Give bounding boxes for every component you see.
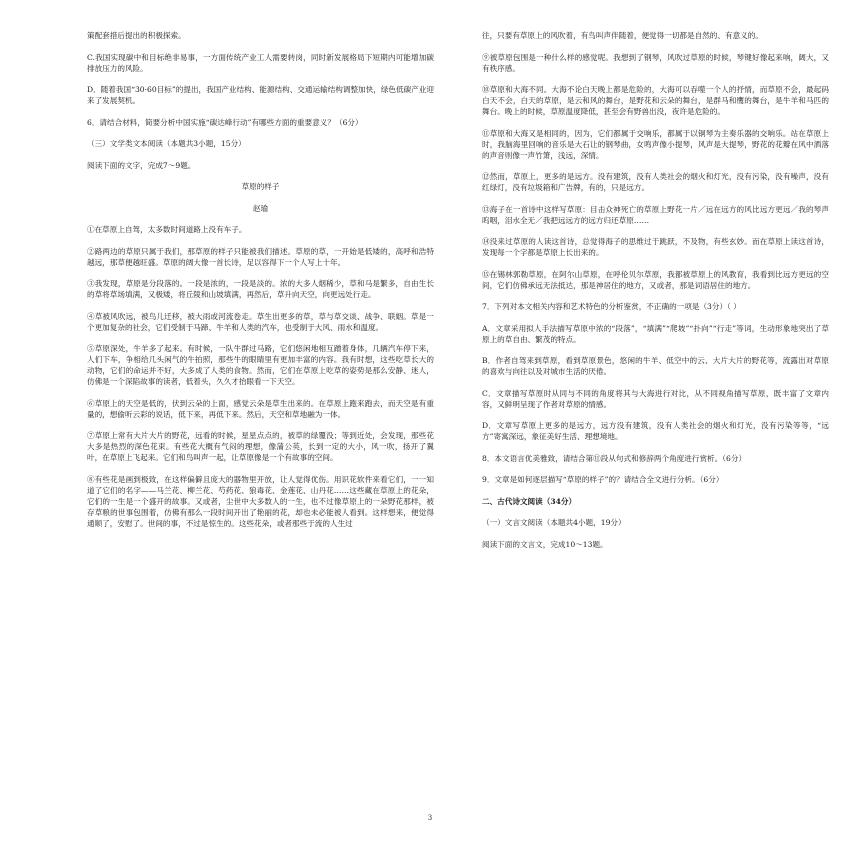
right-paragraph: A．文章采用拟人手法描写草原中浓的“段落”，“填满”“爬坡”“扑向”“行走”等词，生动形象地突出了草原上的草自由、繁茂的特点。 xyxy=(482,323,829,344)
right-paragraph: ⑩草原和大海不同。大海不论白天晚上都是危险的，大海可以吞噬一个人的抒情，而草原不会，最起码白天不会，白天的草原，是云和风的舞台，是野花和云朵的舞台，是群马和鹰的舞台，是牛羊和马匹的舞台。晚上的时候，草原温度降低，甚至会有野兽出没，夜许是危险的。 xyxy=(482,85,829,116)
left-paragraph: ②路两边的草原只属于我们，那草原的样子只能被我们描述。草原的草，一开始是低矮的，高呼和浩特越远，那草便越旺盛。草原的阔大像一首长诗，足以容得下一个人写上十年。 xyxy=(87,246,434,267)
left-paragraph: ①在草原上自驾，太多数时间道路上没有车子。 xyxy=(87,225,247,234)
left-paragraph: （三）文学类文本阅读（本题共3小题，15分） xyxy=(87,139,246,148)
right-paragraph: 二、古代诗文阅读（34分） xyxy=(482,496,577,506)
right-paragraph: 8．本文语言优美雅致，请结合第⑪段从句式和修辞两个角度进行赏析。（6分） xyxy=(482,453,747,463)
right-paragraph: ⑭没来过草原的人读这首诗，总觉得海子的思维过于跳跃，不及物，有些玄妙。而在草原上读这首诗，发现每一个字都是草原上长出来的。 xyxy=(482,237,829,257)
left-paragraph: 草原的样子 xyxy=(241,182,280,191)
left-paragraph: ⑤草原深处，牛羊多了起来。有时候，一队牛群过马路，它们悠闲地相互蹭着身体，几辆汽车停下来，人们下车，争相给几头闲气的牛拍照，那些牛的眼睛里有更加丰富的内容。我有时想，这些吃草长大的动物，它们的命运并不好，大多成了人类的食物。然而，它们在草原上吃草的姿势是那么安静、迷人，仿佛是一个深陷故事的读者，低着头，久久才抬眼看一下天空。 xyxy=(87,344,434,386)
left-paragraph: ⑧有些花是画到极致，在这样偏僻且庞大的器物里开放，让人觉得优伤。用识花软件来看它们，一一知道了它们的名字——马兰花、柳兰花、芍药花、狼毒花、金莲花、山丹花……这些藏在草原上的花朵，它们的一生是一个盛开的故事。又或者，尘世中大多数人的一生，也不过像草原上的一朵野花那样，被存草粮的世事包围着，仿佛有那么一段时间开出了艳丽的花，却也未必能被人看到。这样想来，便觉得通顺了，安慰了。世间的事，不过是惊生的。这些花朵，或者那些于流的人生过 xyxy=(87,474,434,528)
right-paragraph: B．作者自驾来到草原，看到草原景色，悠闲的牛羊、低空中的云、大片大片的野花等，流露出对草原的喜欢与向往以及对城市生活的厌倦。 xyxy=(482,356,829,376)
left-paragraph: ⑥草原上的天空是低的，伏到云朵的上面，感觉云朵是草生出来的。在草原上跑来跑去，而天空是有重量的，想偷听云彩的说话，低下来，再低下来。然后，天空和草地融为一体。 xyxy=(87,398,434,419)
right-paragraph: 阅读下面的文言文，完成10～13题。 xyxy=(482,539,608,549)
right-column xyxy=(482,30,829,560)
right-paragraph: ⑫然而，草原上，更多的是远方。没有建筑，没有人类社会的烟火和灯光，没有污染，没有噪声，没有红绿灯，没有垃圾箱和广告牌，有的，只是远方。 xyxy=(482,172,829,192)
left-paragraph: 6．请结合材料，简要分析中国实施“碳达峰行动”有哪些方面的重要意义？（6分） xyxy=(87,117,363,127)
right-paragraph: D．文章写草原上更多的是远方，远方没有建筑，没有人类社会的烟火和灯光，没有污染等等，“远方”寄寓深远，象征美好生活、理想境地。 xyxy=(482,421,829,441)
right-paragraph: （一）文言文阅读（本题共4小题，19分） xyxy=(482,518,626,527)
left-paragraph: ⑦草原上常有大片大片的野花，远看的时候，星星点点的，被草的绿覆没；等到近处，会发现，那些花大多是热烈的深色花束。有些花大概有气闷的理想，像蒲公英，长到一定的大小，风一吹，扬开了翼叶，在草原上飞起来。它们和鸟叫声一起，让草原像是一个有故事的空间。 xyxy=(87,431,434,462)
left-paragraph: ④草被风吹远，被鸟儿迁移，被大雨或河流卷走。草生出更多的草，草与草交谈、战争、联姻。草是一个更加复杂的社会，它们受制于马蹄、牛羊和人类的汽车，也受制于大风、雨水和温度。 xyxy=(87,311,434,332)
page-number: 3 xyxy=(427,814,433,822)
right-paragraph: ⑪草原和大海又是相同的，因为，它们都属于交响乐，都属于以铜琴为主奏乐器的交响乐。站在草原上时，我脑海里回响的音乐是大石让的钢琴曲，女鸣声像小提琴，风声是大提琴，野花的花瓣在风中洒落的声音则像一声竹箫，浅远，深情。 xyxy=(482,128,829,160)
right-paragraph: ⑨被草原包围是一种什么样的感觉呢。我想到了钢琴，风吹过草原的时候，琴键好像起来响，阔大，又有秩序感。 xyxy=(482,52,829,73)
left-paragraph: ③我发现，草原是分段落的。一段是浓的，一段是淡的。浓的大多人烟稀少，草和马是繁多，自由生长的草将草场填满，又极矮，将丘陵和山坡填满，再然后，草升向天空，向更远处行走。 xyxy=(87,279,434,299)
right-paragraph: ⑬海子在一首诗中这样写草原：目击众神死亡的草原上野花一片／远在远方的风比远方更远／我的琴声呜咽，泪水全无／我把远远方的远方归还草原…… xyxy=(482,204,829,225)
right-paragraph: C．文章描写草原时从同与不同的角度将其与大海进行对比，从不同视角描写草原，既丰富了文章内容，又鲜明呈现了作者对草原的情感。 xyxy=(482,388,829,409)
left-paragraph: 策配套措后提出的积极探索。 xyxy=(87,31,186,40)
left-paragraph: 阅读下面的文字，完成7～9题。 xyxy=(87,160,196,170)
right-paragraph: ⑮在锡林郭勒草原，在阿尔山草原，在呼伦贝尔草原，我都被草原上的风教育，我看到比远方更远的空间，它们仿佛承远无法抵达，那是神居住的地方，又或者，那是词语居住的地方。 xyxy=(482,269,829,290)
right-paragraph: 往，只要有草原上的风吹着，有鸟叫声伴随着，便觉得一切都是自然的、有意义的。 xyxy=(482,31,763,40)
left-paragraph: C.我国实现碳中和目标绝非易事，一方面传统产业工人需要转岗，同时新发展格局下短期内可能增加碳排放压力的风险。 xyxy=(87,52,434,73)
left-paragraph: 赵瑜 xyxy=(252,203,269,213)
right-paragraph: 9．文章是如何逐层描写“草原的样子”的？请结合全文进行分析。（6分） xyxy=(482,475,724,484)
left-paragraph: D．随着我国“30·60目标”的提出，我国产业结构、能源结构、交通运输结构调整加快，绿色低碳产业迎来了发展契机。 xyxy=(87,85,434,105)
right-paragraph: 7．下列对本文相关内容和艺术特色的分析鉴赏，不正确的一项是（3分）（ ） xyxy=(482,302,741,311)
left-column xyxy=(87,30,434,539)
